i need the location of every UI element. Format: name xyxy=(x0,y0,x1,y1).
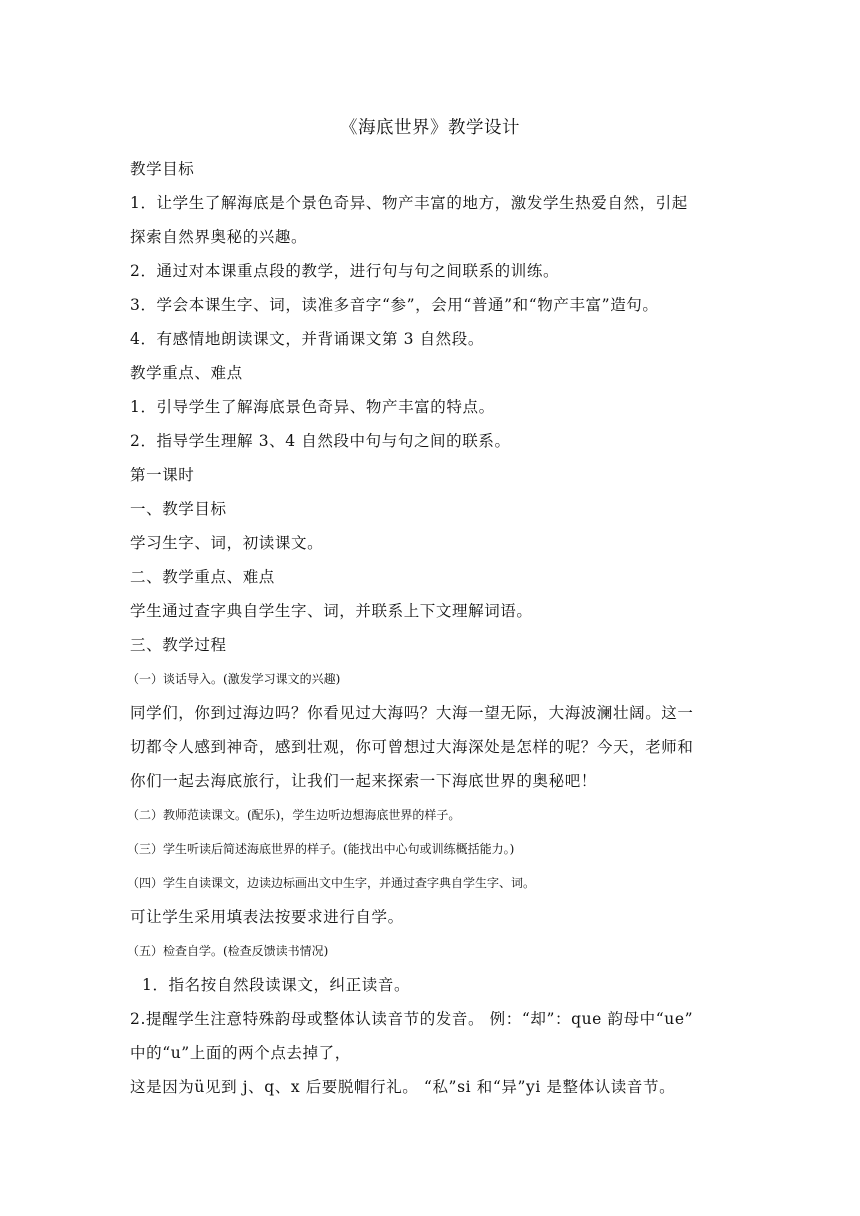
check-item-2-explanation: 这是因为ü见到 j、q、x 后要脱帽行礼。 “私”si 和“异”yi 是整体认读音节。 xyxy=(130,1078,676,1096)
document-title: 《海底世界》教学设计 xyxy=(340,118,520,138)
step-1-heading: （一）谈话导入。(激发学习课文的兴趣) xyxy=(127,672,341,686)
goal-item-1-continued: 探索自然界奥秘的兴趣。 xyxy=(130,228,308,246)
section-heading-key-points: 教学重点、难点 xyxy=(130,364,243,382)
section-heading-goals: 教学目标 xyxy=(130,160,195,178)
paragraph-goals: 学习生字、词，初读课文。 xyxy=(130,534,324,552)
intro-paragraph-line-1: 同学们，你到过海边吗？你看见过大海吗？大海一望无际，大海波澜壮阔。这一 xyxy=(130,704,694,722)
intro-paragraph-line-3: 你们一起去海底旅行，让我们一起来探索一下海底世界的奥秘吧！ xyxy=(130,772,597,790)
subheading-key-points: 二、教学重点、难点 xyxy=(130,568,275,586)
step-5-heading: （五）检查自学。(检查反馈读书情况) xyxy=(127,944,329,958)
subheading-goals: 一、教学目标 xyxy=(130,500,227,518)
paragraph-key-points: 学生通过查字典自学生字、词，并联系上下文理解词语。 xyxy=(130,602,533,620)
check-item-2-continued: 中的“u”上面的两个点去掉了， xyxy=(130,1044,351,1062)
step-4-heading: （四）学生自读课文，边读边标画出文中生字，并通过查字典自学生字、词。 xyxy=(127,876,536,890)
subheading-process: 三、教学过程 xyxy=(130,636,227,654)
intro-paragraph-line-2: 切都令人感到神奇，感到壮观，你可曾想过大海深处是怎样的呢？今天，老师和 xyxy=(130,738,694,756)
step-2-heading: （二）教师范读课文。(配乐)，学生边听边想海底世界的样子。 xyxy=(127,808,461,822)
key-point-2: 2．指导学生理解 3、4 自然段中句与句之间的联系。 xyxy=(130,432,511,450)
goal-item-3: 3．学会本课生字、词，读准多音字“参”，会用“普通”和“物产丰富”造句。 xyxy=(130,296,659,314)
goal-item-2: 2．通过对本课重点段的教学，进行句与句之间联系的训练。 xyxy=(130,262,560,280)
key-point-1: 1．引导学生了解海底景色奇异、物产丰富的特点。 xyxy=(130,398,495,416)
goal-item-1: 1．让学生了解海底是个景色奇异、物产丰富的地方，激发学生热爱自然，引起 xyxy=(130,194,688,212)
check-item-2: 2.提醒学生注意特殊韵母或整体认读音节的发音。 例：“却”：que 韵母中“ue” xyxy=(130,1010,694,1028)
document-body xyxy=(127,152,740,1104)
goal-item-4: 4．有感情地朗读课文，并背诵课文第 3 自然段。 xyxy=(130,330,484,348)
step-4-continued: 可让学生采用填表法按要求进行自学。 xyxy=(130,908,404,926)
lesson-heading: 第一课时 xyxy=(130,466,195,484)
check-item-1: 1．指名按自然段读课文，纠正读音。 xyxy=(142,976,411,994)
step-3-heading: （三）学生听读后简述海底世界的样子。(能找出中心句或训练概括能力。) xyxy=(127,842,515,856)
